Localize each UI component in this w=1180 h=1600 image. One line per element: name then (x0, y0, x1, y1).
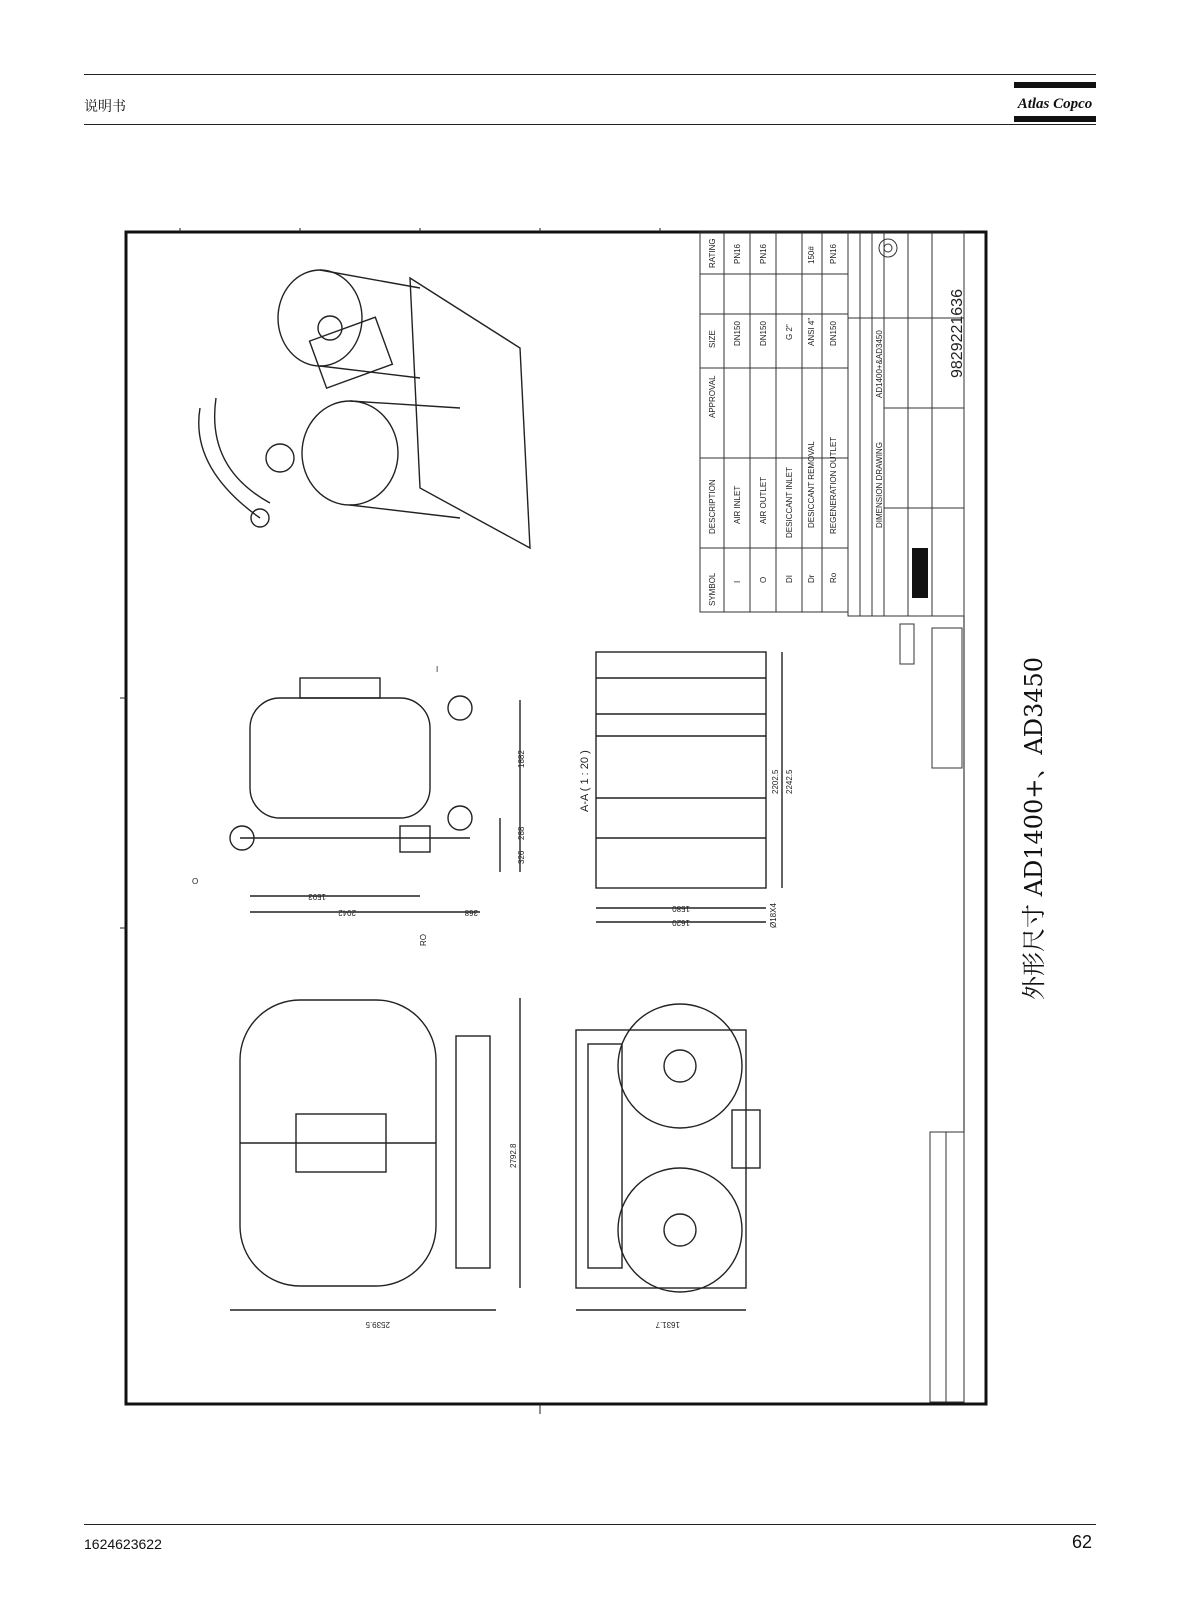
legend-symbol-3: DI (785, 575, 794, 583)
note-box-2 (932, 628, 962, 768)
section-label: A-A ( 1 : 20 ) (579, 750, 591, 812)
front-view (230, 998, 520, 1310)
section-view (596, 652, 782, 922)
legend-size-5: DN150 (829, 321, 838, 346)
footer-rule (84, 1524, 1096, 1525)
legend-desc-1: AIR INLET (733, 485, 742, 524)
legend-symbol-2: O (759, 576, 768, 583)
legend-rating-4: 150# (807, 246, 816, 264)
top-view-dimensions (655, 1320, 680, 1329)
legend-text (708, 238, 838, 606)
legend-size-3: G 2" (785, 324, 794, 340)
frame-ticks (120, 228, 660, 1414)
legend-size-4: ANSI 4" (807, 317, 816, 346)
dim-side-d: 2042 (338, 908, 356, 917)
legend-symbol-1: I (733, 580, 742, 583)
legend-desc-4: DESICCANT REMOVAL (807, 441, 816, 528)
callout-inlet: I (436, 665, 439, 674)
side-elevation-view (230, 678, 520, 912)
header-bottom-rule (84, 124, 1096, 125)
dim-side-e: 368 (464, 908, 478, 917)
legend-symbol-5: Ro (829, 572, 838, 583)
title-block-logo (912, 548, 928, 598)
side-view-dimensions (192, 665, 526, 946)
front-view-dimensions (365, 1143, 518, 1329)
dim-front-length: 2792.8 (509, 1143, 518, 1168)
page-header-title: 说明书 (84, 99, 126, 115)
drawing-number: 9829221636 (949, 289, 966, 378)
header-top-rule (84, 74, 1096, 75)
legend-desc-3: DESICCANT INLET (785, 467, 794, 538)
dim-section-base2: 1620 (672, 918, 690, 927)
dim-side-b: 326 (517, 850, 526, 864)
legend-desc-5: REGENERATION OUTLET (829, 436, 838, 534)
legend-size-2: DN150 (759, 321, 768, 346)
dim-section-outer: 2242.5 (785, 769, 794, 794)
brand-wordmark: Atlas Copco (1017, 96, 1093, 112)
callout-regen: RO (419, 934, 428, 946)
dim-section-width: 2202.5 (771, 769, 780, 794)
dim-top-width: 1631.7 (655, 1320, 680, 1329)
dim-front-width: 2539.5 (365, 1320, 390, 1329)
legend-header-approval: APPROVAL (708, 375, 717, 418)
legend-rating-1: PN16 (733, 243, 742, 264)
footer-document-number: 1624623622 (84, 1536, 162, 1552)
revision-box (930, 1132, 964, 1402)
dim-section-base1: 1580 (672, 904, 690, 913)
legend-header-size: SIZE (708, 330, 717, 348)
legend-header-symbol: SYMBOL (708, 572, 717, 606)
drawing-frame (126, 232, 986, 1404)
legend-header-rating: RATING (708, 238, 717, 268)
isometric-view (199, 270, 530, 548)
title-block-title: DIMENSION DRAWING (875, 442, 884, 528)
legend-rating-5: PN16 (829, 243, 838, 264)
callout-outlet: O (192, 877, 199, 886)
dim-side-height: 1882 (517, 750, 526, 768)
legend-rating-2: PN16 (759, 243, 768, 264)
atlas-copco-logo (1014, 80, 1096, 124)
note-box-1 (900, 624, 914, 664)
dim-side-c: 1593 (308, 892, 326, 901)
footer-page-number: 62 (1072, 1532, 1093, 1552)
title-block (848, 232, 964, 616)
legend-table (700, 232, 848, 612)
section-text (579, 750, 794, 928)
legend-header-description: DESCRIPTION (708, 479, 717, 534)
dim-section-hole: Ø18X4 (769, 903, 778, 928)
legend-size-1: DN150 (733, 321, 742, 346)
title-block-model: AD1400+&AD3450 (875, 330, 884, 398)
dimension-drawing (120, 228, 990, 1438)
legend-symbol-4: Dr (807, 574, 816, 583)
top-view (576, 1004, 760, 1310)
dim-side-a: 288 (517, 826, 526, 840)
figure-caption: 外形尺寸 AD1400+、AD3450 (1020, 656, 1048, 1000)
legend-desc-2: AIR OUTLET (759, 476, 768, 524)
